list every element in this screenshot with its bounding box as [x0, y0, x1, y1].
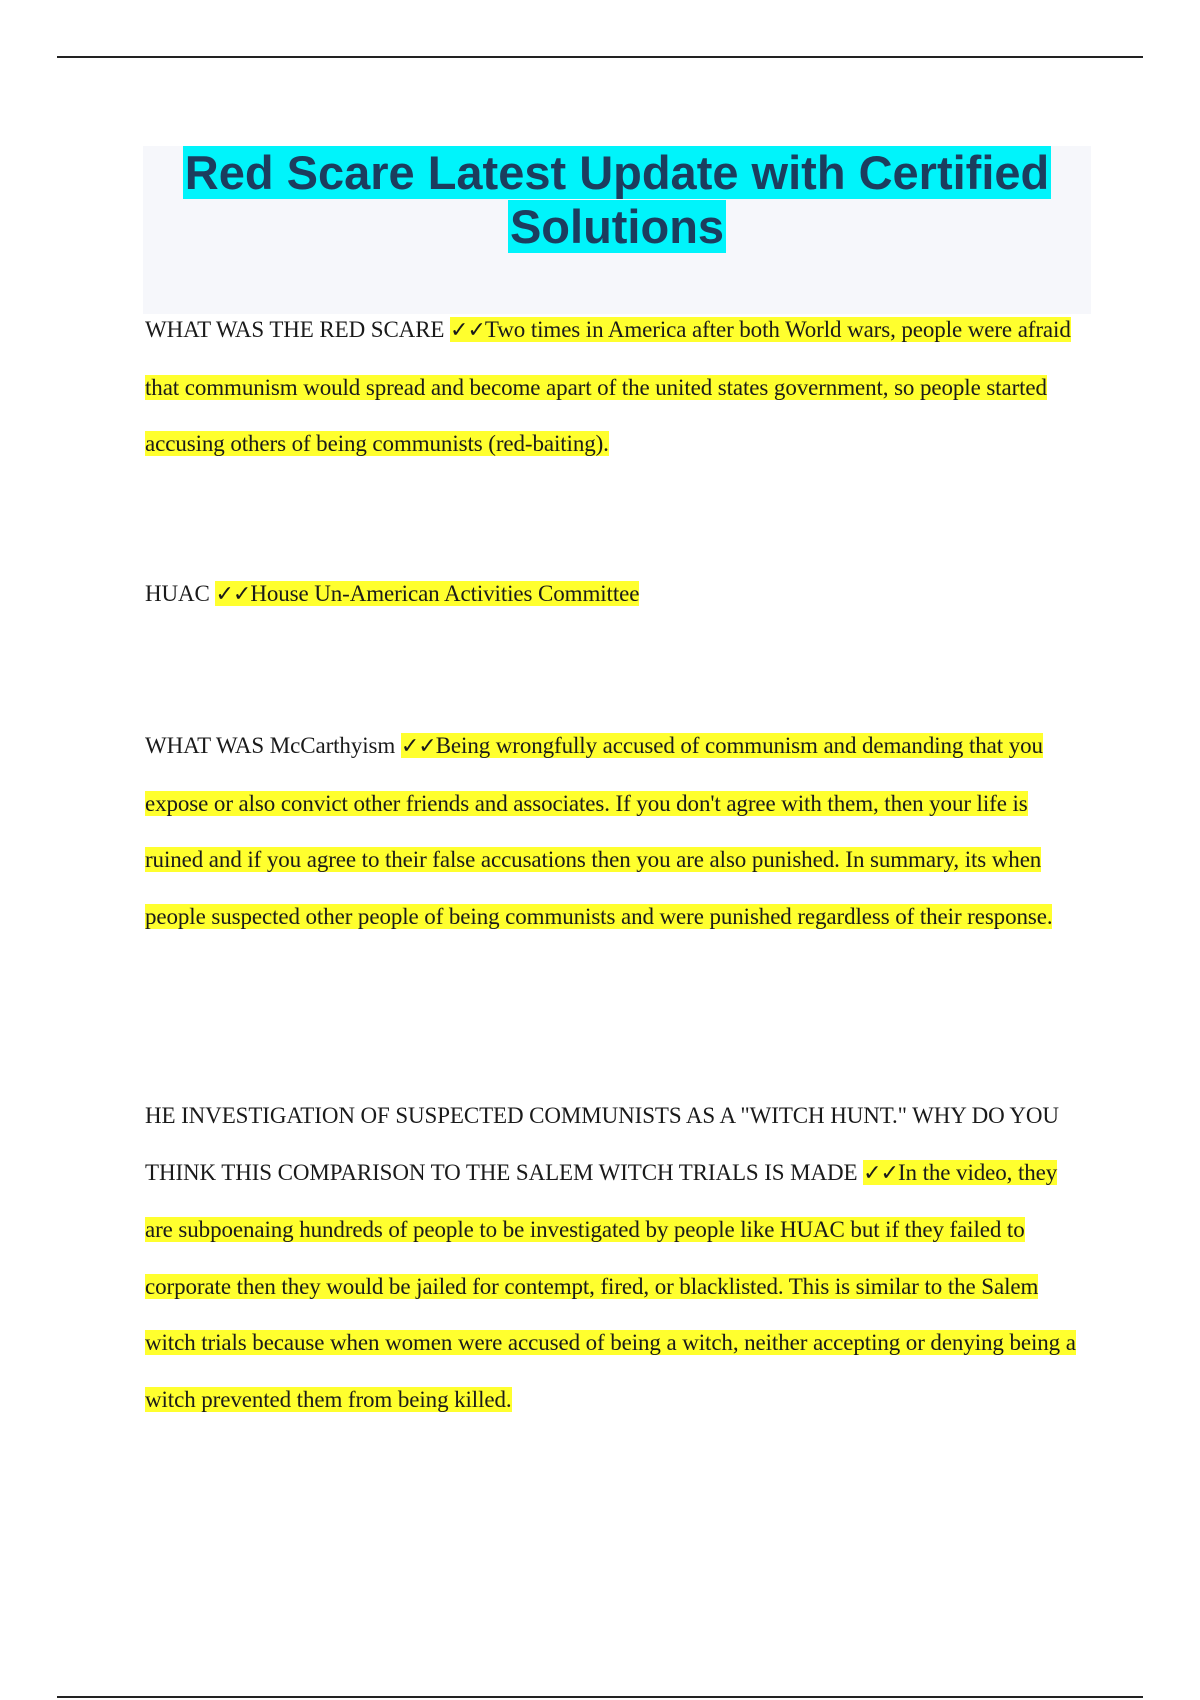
question-text: HUAC	[145, 581, 210, 606]
document-title-text: Red Scare Latest Update with Certified Solutions	[184, 146, 1050, 253]
answer-text: In the video, they are subpoenaing hundreds of people to be investigated by people like HUAC but if they failed to corporate then they would be jailed for contempt, fired, or blacklisted. This is similar to the Salem witch trials because when women were accused of being a witch, neither accepting or denying being a witch prevented them from being killed.	[145, 1159, 1076, 1412]
answer-text: House Un-American Activities Committee	[250, 581, 640, 606]
qa-item-mccarthyism	[145, 718, 1085, 945]
double-check-icon: ✓✓	[400, 734, 436, 759]
qa-item-witch-hunt	[145, 1088, 1085, 1428]
qa-item-huac	[145, 566, 1085, 624]
double-check-icon: ✓✓	[450, 318, 485, 343]
question-text: HE INVESTIGATION OF SUSPECTED COMMUNISTS AS A "WITCH HUNT." WHY DO YOU THINK THIS COMPARISON TO THE SALEM WITCH TRIALS IS MADE	[145, 1103, 1059, 1185]
qa-item-red-scare	[145, 302, 1085, 473]
answer-highlight	[145, 1160, 1076, 1412]
double-check-icon: ✓✓	[863, 1160, 898, 1186]
title-panel	[143, 146, 1091, 314]
question-text: WHAT WAS McCarthyism	[145, 733, 396, 758]
answer-highlight	[215, 581, 639, 606]
bottom-rule	[57, 1696, 1143, 1698]
document-title	[143, 146, 1091, 254]
answer-highlight	[145, 733, 1052, 929]
top-rule	[57, 56, 1143, 58]
double-check-icon: ✓✓	[215, 582, 251, 607]
answer-text: Being wrongfully accused of communism and demanding that you expose or also convict other friends and associates. If you don't agree with them, then your life is ruined and if you agree to their false accusations then you are also punished. In summary, its when people suspected other people of being communists and were punished regardless of their response.	[145, 733, 1053, 929]
answer-text: Two times in America after both World wars, people were afraid that communism would spread and become apart of the united states government, so people started accusing others of being communists (red-baiting).	[145, 317, 1071, 456]
question-text: WHAT WAS THE RED SCARE	[145, 317, 445, 342]
